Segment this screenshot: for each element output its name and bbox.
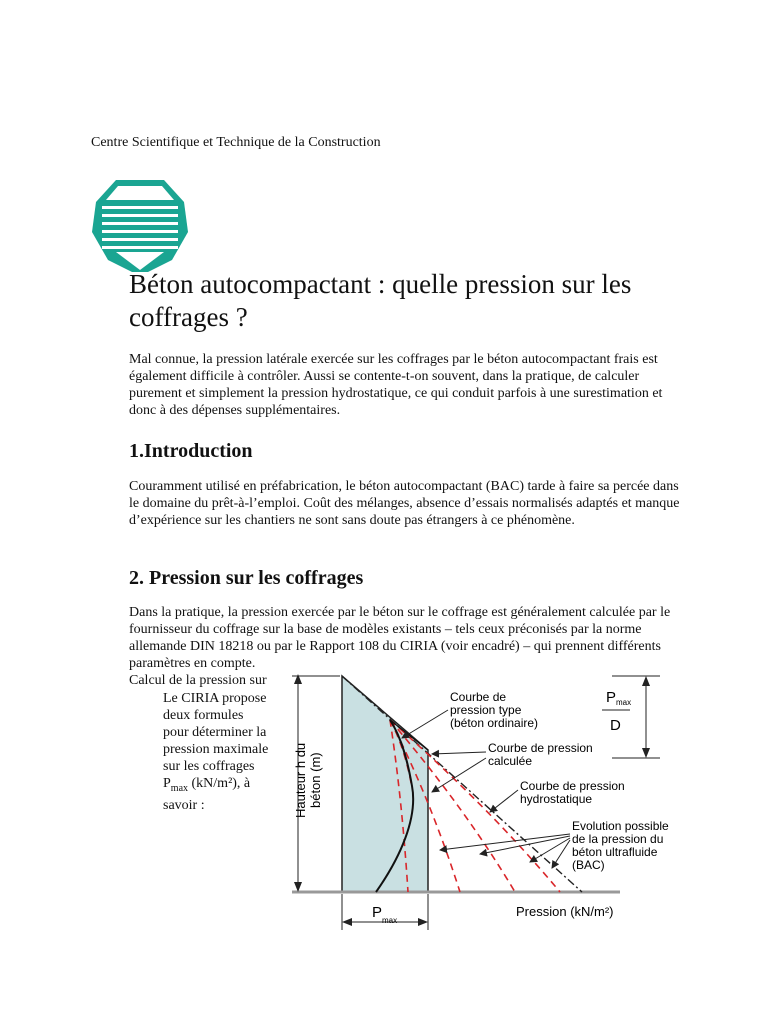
- calc-label: Calcul de la pression sur: [129, 673, 267, 688]
- label-typical-2: pression type: [450, 703, 522, 717]
- label-bac-1: Evolution possible: [572, 819, 669, 833]
- ciria-line: pression maximale: [163, 742, 269, 757]
- y-axis-label: Hauteur h du: [293, 742, 308, 818]
- pmax-bottom-p: P: [372, 904, 383, 921]
- label-bac-4: (BAC): [572, 858, 605, 872]
- label-typical-3: (béton ordinaire): [450, 716, 539, 730]
- section-heading-pression: 2. Pression sur les coffrages: [129, 567, 364, 589]
- ciria-pmax-line: [163, 775, 293, 797]
- section-text-pression: Dans la pratique, la pression exercée par le béton sur le coffrage est généralement calculée par le fournisseur du coffrage sur la base de modèles existants – tels ceux préconisés par la norme allemande DIN 18218 ou par le Rapport 108 du CIRIA (voir encadré) – qui prennent différents paramètres en compte.: [129, 605, 671, 671]
- cstc-logo: [88, 176, 192, 276]
- y-axis-label-2: béton (m): [308, 752, 323, 808]
- section-text-introduction: Couramment utilisé en préfabrication, le béton autocompactant (BAC) tarde à faire sa percée dans le domaine du prêt-à-l’emploi. Coût des mélanges, absence d’essais normalisés adaptés et manque d’expérience sur les chantiers ne sont sans doute pas étrangers à ce phénomène.: [129, 479, 680, 528]
- pmax-unit: (kN/m²), à: [188, 776, 251, 791]
- concrete-fill-area: [342, 676, 428, 892]
- pmax-subscript: max: [170, 782, 189, 794]
- label-bac-2: de la pression du: [572, 832, 664, 846]
- label-typical-1: Courbe de: [450, 690, 507, 704]
- organization-name: Centre Scientifique et Technique de la Construction: [91, 135, 381, 150]
- pmax-symbol: P: [163, 776, 171, 791]
- ciria-line: Le CIRIA propose: [163, 691, 267, 706]
- ciria-line: savoir :: [163, 797, 205, 813]
- ratio-top-sub: max: [616, 698, 632, 707]
- label-calculated-1: Courbe de pression: [488, 741, 593, 755]
- ciria-line: deux formules: [163, 708, 244, 723]
- ciria-line: sur les coffrages: [163, 759, 255, 774]
- ciria-line: pour déterminer la: [163, 725, 267, 740]
- label-hydrostatic-2: hydrostatique: [520, 792, 593, 806]
- page-title: Béton autocompactant : quelle pression sur les coffrages ?: [129, 269, 632, 332]
- label-bac-3: béton ultrafluide: [572, 845, 658, 859]
- section-heading-introduction: 1.Introduction: [129, 440, 253, 462]
- ratio-top-p: P: [606, 689, 617, 706]
- ciria-box: [163, 690, 293, 814]
- ratio-bottom: D: [610, 717, 621, 734]
- pressure-diagram: [290, 668, 700, 938]
- x-axis-label: Pression (kN/m²): [516, 904, 614, 919]
- intro-paragraph: Mal connue, la pression latérale exercée sur les coffrages par le béton autocompactant frais est également difficile à contrôler. Aussi se contente-t-on souvent, dans la pratique, de calculer purement et simplement la pression hydrostatique, ce qui conduit parfois à une surestimation et donc à des dépenses supplémentaires.: [129, 352, 663, 418]
- pmax-bottom-sub: max: [382, 916, 398, 925]
- label-hydrostatic-1: Courbe de pression: [520, 779, 625, 793]
- label-calculated-2: calculée: [488, 754, 533, 768]
